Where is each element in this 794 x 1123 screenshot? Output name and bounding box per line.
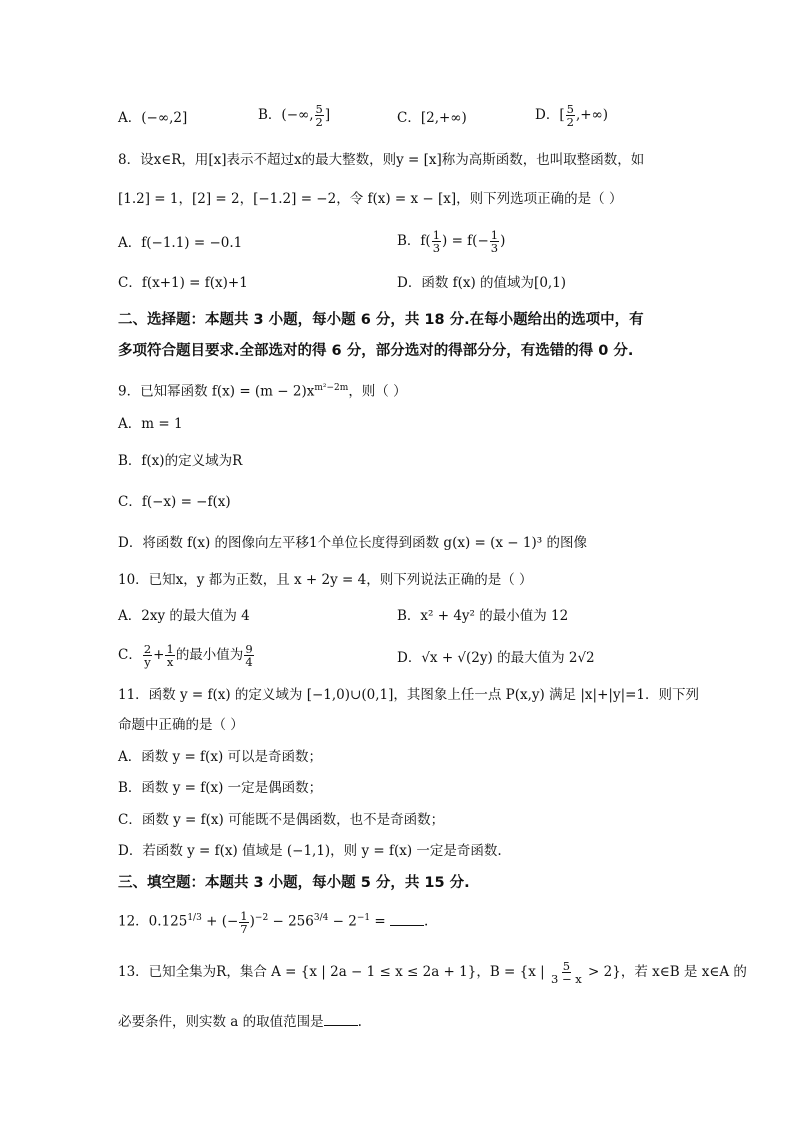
q8-option-d: D．函数 f(x) 的值域为[0,1) <box>397 275 567 291</box>
q9-option-b: B．f(x)的定义域为R <box>118 453 243 469</box>
q9-stem: 9．已知幂函数 $f(x) = (m - 2)x^{m^2-2m}$，则（ ） <box>118 383 407 400</box>
q7-option-a: A．(−∞,2] <box>118 110 188 126</box>
q7-option-d: D．[ $\frac{5}{2}$ ,+∞) <box>535 102 609 129</box>
q10-stem: 10．已知x，y 都为正数，且 x + 2y = 4，则下列说法正确的是（ ） <box>118 572 533 588</box>
q9-option-c: C．f(−x) = −f(x) <box>118 494 231 510</box>
q11-option-a: A．函数 y = f(x) 可以是奇函数； <box>118 749 322 765</box>
q7-option-c: C．[2,+∞) <box>397 110 467 126</box>
q8-stem-line2: [1.2] = 1，[2] = 2，[−1.2] = −2，令 f(x) = x − [x]，则下列选项正确的是（ ） <box>118 191 623 207</box>
section2-line1: 二、选择题：本题共 3 小题，每小题 6 分，共 18 分.在每小题给出的选项中，有 <box>118 312 644 328</box>
q13-stem-line2: 必要条件，则实数 a 的取值范围是 . <box>118 1014 362 1030</box>
q8-stem-line1: 8．设x∈R，用[x]表示不超过x的最大整数，则y = [x]称为高斯函数，也叫取整函数，如 <box>118 152 645 168</box>
q12-answer-blank[interactable] <box>390 912 424 926</box>
q7-option-b: B．(−∞, $\frac{5}{2}$ ] <box>258 102 331 129</box>
q11-option-c: C．函数 y = f(x) 可能既不是偶函数，也不是奇函数； <box>118 812 445 828</box>
q13-answer-blank[interactable] <box>324 1012 358 1026</box>
q11-option-d: D．若函数 y = f(x) 值域是 (−1,1)，则 y = f(x) 一定是奇函数. <box>118 843 502 859</box>
q8-option-b: B．f( $\frac{1}{3}$ ) = f(− $\frac{1}{3}$ ) <box>397 228 506 255</box>
q10-option-b: B．x² + 4y² 的最小值为 12 <box>397 608 569 624</box>
q9-option-a: A．m = 1 <box>118 416 183 432</box>
section3-title: 三、填空题：本题共 3 小题，每小题 5 分，共 15 分. <box>118 875 470 891</box>
q10-option-a: A．2xy 的最大值为 4 <box>118 608 250 624</box>
q8-option-a: A．f(−1.1) = −0.1 <box>118 235 243 251</box>
q7-options <box>118 108 187 128</box>
q8-option-c: C．f(x+1) = f(x)+1 <box>118 275 248 291</box>
q12-stem: 12．$0.125^{1/3}$ + (− $\frac{1}{7}$ )$^{-2} - 256^{3/4} - 2^{-1}$ = . <box>118 908 429 936</box>
q10-option-d: D．√x + √(2y) 的最大值为 2√2 <box>397 650 595 666</box>
q9-option-d: D．将函数 f(x) 的图像向左平移1个单位长度得到函数 g(x) = (x − 1)³ 的图像 <box>118 535 587 551</box>
q11-option-b: B．函数 y = f(x) 一定是偶函数； <box>118 780 323 796</box>
q13-stem-line1: 13．已知全集为R，集合 A = {x | 2a − 1 ≤ x ≤ 2a + 1}，B = {x | $\frac{5}{3 - x}$ > 2}，若 x∈B 是 x∈A 的 <box>118 959 747 986</box>
section2-line2: 多项符合题目要求.全部选对的得 6 分，部分选对的得部分分，有选错的得 0 分. <box>118 343 634 359</box>
q11-stem-line2: 命题中正确的是（ ） <box>118 717 244 733</box>
q10-option-c: C． $\frac{2}{y}$ + $\frac{1}{x}$ 的最小值为 $\frac{9}{4}$ <box>118 642 253 669</box>
q11-stem-line1: 11．函数 y = f(x) 的定义域为 [−1,0)∪(0,1]，其图象上任一点 P(x,y) 满足 |x|+|y|=1．则下列 <box>118 687 700 703</box>
